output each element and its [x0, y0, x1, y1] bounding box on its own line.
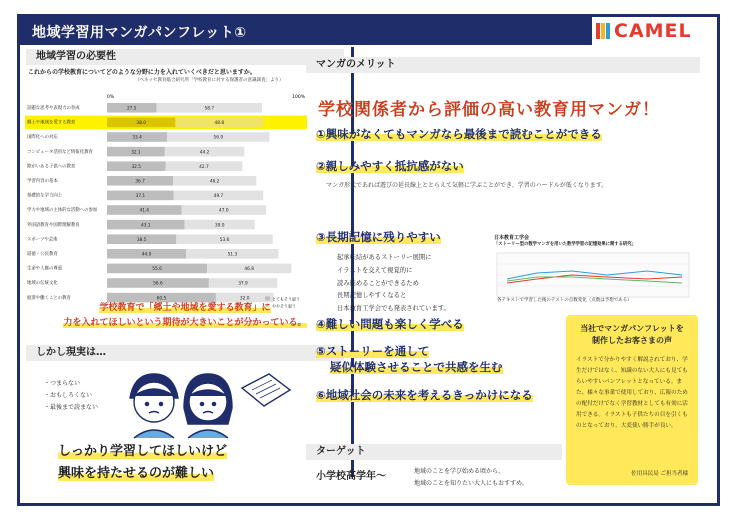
boy-figure	[130, 374, 178, 438]
target-main: 小学校高学年〜	[316, 471, 386, 482]
section-title-reality: しかし現実は…	[26, 345, 344, 361]
merit-4: ④難しい問題も楽しく学べる	[316, 317, 464, 331]
data-label: 32.1	[131, 150, 141, 156]
minichart-title-1: 日本教育工学会	[494, 235, 530, 241]
category-label: 学習内容の基本	[27, 179, 58, 184]
merit-1: ①興味がなくてもマンガなら最後まで読むことができる	[316, 127, 602, 141]
reality-list	[44, 378, 98, 414]
memory-item: 起承転結があるストーリー展開に	[337, 254, 432, 261]
section-title-need: 地域学習の必要性	[26, 49, 344, 65]
data-label: 38.5	[136, 237, 147, 243]
axis-tick-label: 0%	[107, 95, 115, 100]
conclusion-line-1: しっかり学習してほしいけど	[58, 444, 228, 459]
reality-item: ・おもしろくない	[44, 392, 93, 399]
data-label: 44.2	[199, 150, 210, 156]
category-label: コンピュータ活用など情報化教育	[27, 149, 93, 155]
section-title-merit: マンガのメリット	[306, 57, 700, 73]
data-label: 49.7	[213, 194, 224, 200]
customer-voice-box	[566, 315, 698, 485]
axis-tick-label: 100%	[292, 95, 305, 100]
callout-line-1: 学校教育で「郷土や地域を愛する教育」に	[99, 303, 271, 313]
survey-question: これからの学校教育についてどのような分野に力を入れていくべきだと思いますか。	[28, 69, 256, 76]
data-label: 41.4	[139, 208, 150, 214]
category-label: 国際化への対応	[27, 135, 58, 141]
data-label: 47.0	[219, 208, 229, 214]
callout-line-2: 力を入れてほしいという期待が大きいことが分かっている。	[63, 318, 307, 328]
category-label: 郷土や地域を愛する教育	[27, 120, 76, 126]
category-label: 経済や働くことの教育	[27, 295, 71, 301]
header-bar	[20, 17, 717, 45]
data-label: 37.9	[238, 281, 248, 287]
data-label: 48.8	[214, 121, 225, 127]
students-illustration	[124, 368, 294, 438]
customer-voice-title: 当社でマンガパンフレットを 制作したお客さまの声	[580, 324, 684, 345]
merit-2-description: マンガ形式であれば遊びの延長線上ととらえて気軽に学ぶことができ、学習のハードルが低くなります。	[326, 182, 608, 189]
category-label: 基礎的な学力向上	[27, 193, 63, 199]
memory-list	[337, 252, 450, 316]
merit-headline: 学校関係者から評価の高い教育用マンガ！	[318, 100, 660, 120]
data-label: 43.1	[141, 223, 151, 229]
chart-conclusion	[35, 301, 335, 331]
category-label: 道徳・公民教育	[27, 252, 58, 257]
data-label: 37.1	[135, 194, 146, 200]
brand-name: CAMEL	[614, 20, 692, 42]
camel-logo	[592, 17, 717, 45]
section-title-target: ターゲット	[306, 444, 562, 460]
target-desc-2: 地域のことを知りたい大人にもおすすめ。	[414, 480, 528, 487]
data-label: 58.7	[204, 106, 215, 112]
memory-item: 読み進めることができるため	[337, 279, 419, 287]
category-label: 地域の伝統文化	[27, 281, 58, 287]
survey-source: （ベネッセ教育総合研究所「学校教育に対する保護者の意識調査」より）	[135, 78, 284, 83]
memory-item: イラストを交えて視覚的に	[337, 266, 413, 274]
data-label: 42.7	[199, 164, 209, 170]
merit-5-line-2: 疑似体験させることで共感を生む	[330, 360, 503, 374]
book-icon	[242, 374, 290, 406]
category-label: スポーツや芸術	[27, 237, 58, 243]
reality-item: ・最後まで読まない	[44, 404, 99, 411]
memory-item: 長期記憶しやすくなると	[337, 292, 407, 300]
minichart-caption: 各テキストで学習した後のテストの点数変化（点数は予想である）	[497, 298, 632, 303]
data-label: 33.4	[132, 135, 142, 141]
category-label: 生命や人権の尊重	[27, 266, 63, 272]
data-label: 32.0	[239, 296, 250, 302]
customer-voice-body: イラストで分かりやすく解説されており、学生だけではなく、知識のない大人にも見てもらいやすいパンフレットとなっている。また、様々な事業で使用しており、広報のための配付だけでなく学習教材としても有効に活用できる。イラストも子供たちの目を引くものとなっており、大変使い勝手が良い。	[576, 357, 688, 429]
merit-6: ⑥地域社会の未来を考えるきっかけになる	[316, 388, 533, 402]
merit-3: ③長期記憶に残りやすい	[316, 230, 441, 244]
category-label: 外国語教育や国際理解教育	[27, 222, 80, 228]
merit-2: ②親しみやすく抵抗感がない	[316, 159, 464, 173]
data-label: 44.0	[141, 252, 152, 258]
data-label: 39.0	[214, 223, 225, 229]
category-label: 学力や地域の主体的な活動への参加	[27, 208, 98, 214]
legend-label: ややそう思う	[272, 303, 296, 309]
conclusion-line-2: 興味を持たせるのが難しい	[58, 466, 215, 481]
reality-item: ・つまらない	[44, 380, 81, 387]
data-label: 32.5	[131, 164, 142, 170]
data-label: 46.2	[209, 179, 220, 185]
data-label: 56.9	[213, 135, 224, 141]
category-label: 障がいある子供への教育	[27, 164, 76, 170]
logo-mark-icon	[596, 23, 610, 39]
customer-voice-signature: 佐用具民局 ご担当者様	[631, 471, 688, 477]
page-title: 地域学習用マンガパンフレット①	[32, 25, 247, 41]
data-label: 27.5	[126, 106, 137, 112]
data-label: 53.6	[219, 237, 230, 243]
girl-figure	[184, 374, 232, 438]
data-label: 36.7	[135, 179, 145, 185]
data-label: 55.6	[152, 267, 162, 273]
merit-5-line-1: ⑤ストーリーを通して	[316, 344, 430, 358]
data-label: 60.5	[156, 296, 167, 302]
minichart-title-2: 「ストーリー型の数学マンガを用いた数学学習の記憶効果に関する研究」	[494, 242, 636, 247]
category-label: 話題な思考や表現力の育成	[27, 106, 80, 111]
data-label: 38.0	[136, 121, 146, 127]
data-label: 46.8	[244, 267, 254, 273]
data-label: 51.3	[227, 252, 238, 258]
memory-item: 日本教育工学会でも発表されています。	[337, 305, 450, 313]
legend-swatch	[265, 296, 270, 300]
minichart-plot	[497, 253, 689, 297]
legend-label: とてもそう思う	[272, 296, 300, 302]
data-label: 56.6	[153, 281, 163, 287]
target-desc-1: 地域のことを学び始める頃から、	[414, 468, 505, 475]
